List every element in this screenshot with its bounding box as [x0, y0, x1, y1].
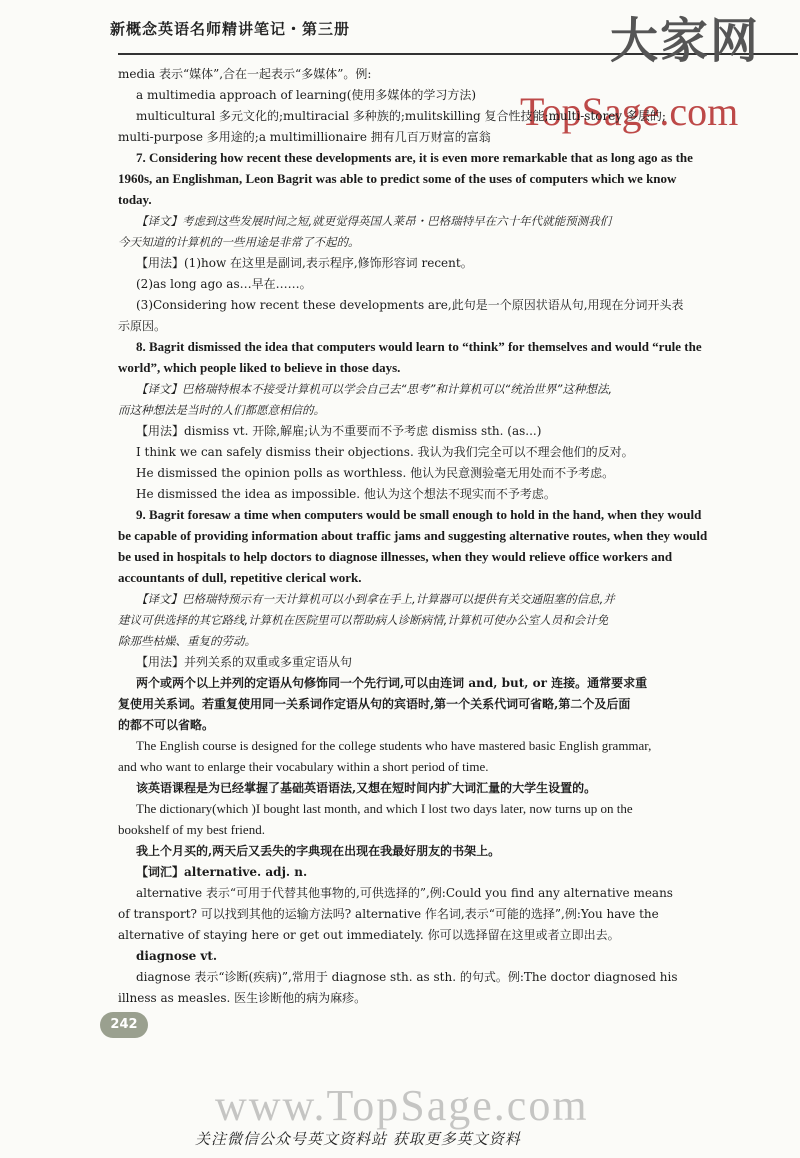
example-line: a multimedia approach of learning(使用多媒体的学习方法)	[136, 88, 477, 102]
sentence-7-cont: 1960s, an Englishman, Leon Bagrit was able to predict some of the uses of computers which we know	[118, 171, 677, 186]
sentence-7-cont: today.	[118, 192, 152, 207]
example-translation: 该英语课程是为已经掌握了基础英语语法,又想在短时间内扩大词汇量的大学生设置的。	[136, 781, 597, 795]
translation-8-cont: 而这种想法是当时的人们都愿意相信的。	[118, 403, 325, 417]
usage-7-3-cont: 示原因。	[118, 319, 167, 333]
translation-9: 【译文】巴格瑞特预示有一天计算机可以小到拿在手上,计算器可以提供有关交通阻塞的信息,并	[136, 592, 615, 606]
example-line: bookshelf of my best friend.	[118, 822, 265, 837]
text-line: multi-purpose 多用途的;a multimillionaire 拥有几百万财富的富翁	[118, 130, 491, 144]
footer-note: 关注微信公众号英文资料站 获取更多英文资料	[195, 1130, 521, 1148]
sentence-7: 7. Considering how recent these developments are, it is even more remarkable that as long ago as the	[136, 150, 693, 165]
sentence-9-cont: accountants of dull, repetitive clerical work.	[118, 570, 362, 585]
sentence-8-cont: world”, which people liked to believe in those days.	[118, 360, 401, 375]
translation-9-cont: 除那些枯燥、重复的劳动。	[118, 634, 256, 648]
example-line: and who want to enlarge their vocabulary within a short period of time.	[118, 759, 489, 774]
usage-7-1: 【用法】(1)how 在这里是副词,表示程序,修饰形容词 recent。	[136, 256, 473, 270]
page-body	[118, 64, 715, 1009]
usage-8: 【用法】dismiss vt. 开除,解雇;认为不重要而不予考虑 dismiss sth. (as...)	[136, 424, 542, 438]
example-line: The dictionary(which )I bought last month, and which I lost two days later, now turns up on the	[136, 801, 633, 816]
usage-7-3: (3)Considering how recent these developments are,此句是一个原因状语从句,用现在分词开头表	[136, 298, 684, 312]
vocab-body: diagnose 表示“诊断(疾病)”,常用于 diagnose sth. as sth. 的句式。例:The doctor diagnosed his	[136, 970, 678, 984]
watermark-logo-cn: 大家网	[610, 13, 761, 69]
translation-7-cont: 今天知道的计算机的一些用途是非常了不起的。	[118, 235, 360, 249]
running-header: 新概念英语名师精讲笔记・第三册	[110, 20, 351, 38]
vocab-body: alternative 表示“可用于代替其他事物的,可供选择的”,例:Could you find any alternative means	[136, 886, 673, 900]
text-line: multicultural 多元文化的;multiracial 多种族的;mulitskilling 复合性技能;multi-storey 多层的;	[136, 109, 666, 123]
translation-9-cont: 建议可供选择的其它路线,计算机在医院里可以帮助病人诊断病情,计算机可使办公室人员和会计免	[118, 613, 609, 627]
usage-9: 【用法】并列关系的双重或多重定语从句	[136, 655, 353, 669]
example-translation: 我上个月买的,两天后又丢失的字典现在出现在我最好朋友的书架上。	[136, 844, 501, 858]
vocab-body: illness as measles. 医生诊断他的病为麻疹。	[118, 991, 367, 1005]
sentence-9-cont: be used in hospitals to help doctors to diagnose illnesses, when they would relieve office workers and	[118, 549, 673, 564]
sentence-9-cont: be capable of providing information about traffic jams and suggesting alternative routes, when they would	[118, 528, 708, 543]
example-line: The English course is designed for the college students who have mastered basic English grammar,	[136, 738, 652, 753]
vocab-heading: 【词汇】alternative. adj. n.	[136, 865, 308, 879]
watermark-url: www.TopSage.com	[215, 1081, 589, 1130]
vocab-heading: diagnose vt.	[136, 949, 218, 963]
example-line: He dismissed the opinion polls as worthless. 他认为民意测验毫无用处而不予考虑。	[136, 466, 615, 480]
sentence-9: 9. Bagrit foresaw a time when computers would be small enough to hold in the hand, when they would	[136, 507, 702, 522]
example-line: He dismissed the idea as impossible. 他认为这个想法不现实而不予考虑。	[136, 487, 556, 501]
sentence-8: 8. Bagrit dismissed the idea that computers would learn to “think” for themselves and would “rule the	[136, 339, 702, 354]
translation-8: 【译文】巴格瑞特根本不接受计算机可以学会自己去“思考”和计算机可以“统治世界”这种想法,	[136, 382, 612, 396]
watermark-logo-en: TopSage.com	[520, 89, 739, 134]
text-line: media 表示“媒体”,合在一起表示“多媒体”。例:	[118, 67, 372, 81]
translation-7: 【译文】考虑到这些发展时间之短,就更觉得英国人莱昂・巴格瑞特早在六十年代就能预测我们	[136, 214, 612, 228]
usage-7-2: (2)as long ago as…早在……。	[136, 277, 312, 291]
page-number: 242	[100, 1012, 148, 1038]
example-line: I think we can safely dismiss their objections. 我认为我们完全可以不理会他们的反对。	[136, 445, 634, 459]
usage-9-body: 两个或两个以上并列的定语从句修饰同一个先行词,可以由连词 and, but, or 连接。通常要求重	[136, 676, 648, 690]
vocab-body: alternative of staying here or get out immediately. 你可以选择留在这里或者立即出去。	[118, 928, 620, 942]
usage-9-body: 复使用关系词。若重复使用同一关系词作定语从句的宾语时,第一个关系代词可省略,第二个及后面	[118, 697, 631, 711]
usage-9-body: 的都不可以省略。	[118, 718, 215, 732]
vocab-body: of transport? 可以找到其他的运输方法吗? alternative 作名词,表示“可能的选择”,例:You have the	[118, 907, 659, 921]
